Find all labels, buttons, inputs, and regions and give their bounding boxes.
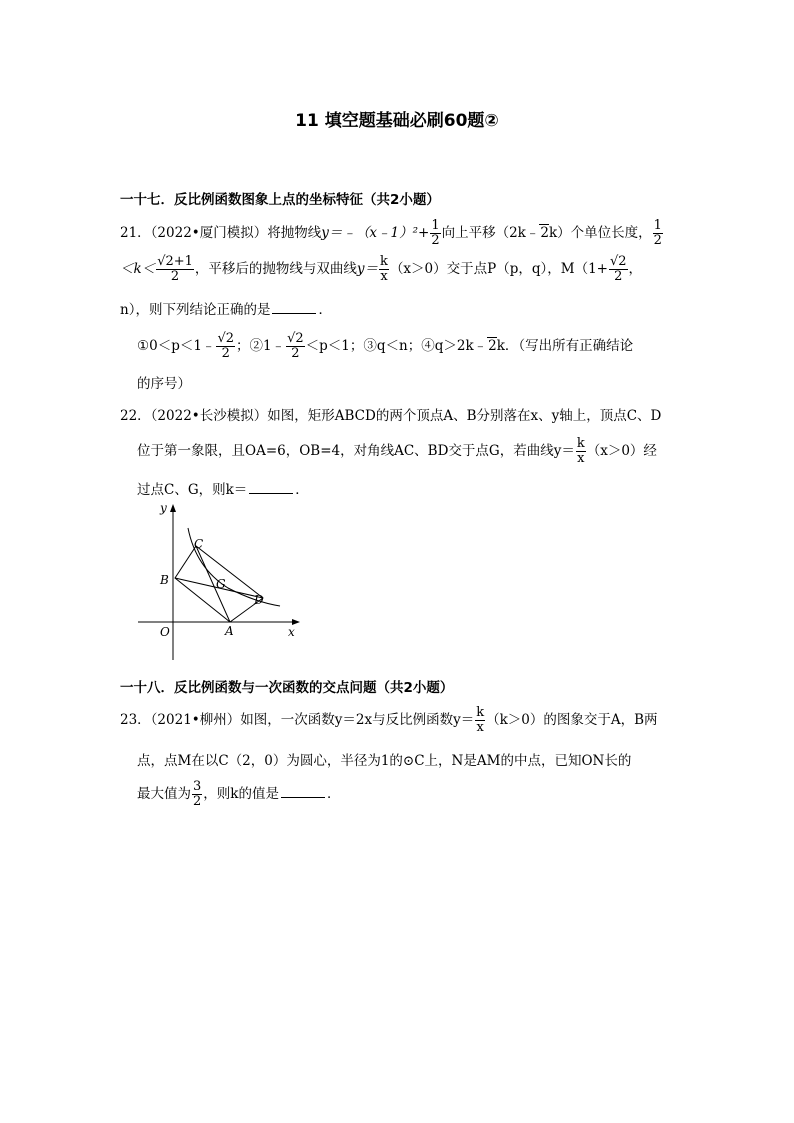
- q21-sqrt2: 2: [540, 225, 549, 241]
- q23-line3: 最大值为 $\frac{3}{2}$ ，则k的值是 ．: [137, 779, 341, 809]
- q22-figure: [130, 498, 310, 666]
- label-y: y: [160, 501, 167, 515]
- label-c: C: [194, 537, 204, 551]
- label-g: G: [216, 577, 226, 591]
- q21-option4: k．（写出所有正确结论: [496, 338, 634, 354]
- q22-line3: 过点C、G，则k＝ ．: [137, 482, 309, 498]
- q23-line2: 点，点M在以C（2，0）为圆心，半径为1的⊙C上，N是AM的中点，已知ON长的: [137, 753, 632, 769]
- section-heading-17: 一十七．反比例函数图象上点的坐标特征（共2小题）: [120, 192, 440, 208]
- label-b: B: [160, 573, 169, 587]
- q21-frac-k-x: $\frac{k}{x}$: [380, 254, 388, 284]
- page-title: 11 填空题基础必刷60题②: [295, 111, 499, 131]
- q21-option3: ＜p＜1；③q＜n；④q＞2k﹣: [305, 338, 488, 354]
- q23-frac-3-2: $\frac{3}{2}$: [193, 779, 202, 809]
- q22-text3: 过点C、G，则k＝: [137, 482, 248, 498]
- q21-line4: [137, 332, 633, 361]
- q21-text3: n），则下列结论正确的是: [120, 302, 271, 318]
- q21-text2-tail: （x＞0）交于点P（p，q），M（1+: [389, 261, 608, 277]
- q21-answer-blank[interactable]: [272, 301, 316, 314]
- q21-frac-half-2: $\frac{1}{2}$: [653, 218, 662, 248]
- q21-shift-end: k）个单位长度，: [548, 225, 652, 241]
- q21-option1: ①0＜p＜1﹣: [137, 338, 216, 354]
- q23-text1: 23．（2021•柳州）如图，一次函数y＝2x与反比例函数y＝: [120, 712, 475, 728]
- q21-shift: 向上平移（2k﹣: [441, 225, 540, 241]
- q22-text2-tail: （x＞0）经: [586, 443, 657, 459]
- q21-frac-sqrt2-a: $\frac{√2}{2}$: [217, 331, 234, 361]
- q23-text3: 最大值为: [137, 786, 191, 802]
- q21-line5: 的序号）: [137, 376, 191, 392]
- section-heading-18: 一十八．反比例函数与一次函数的交点问题（共2小题）: [120, 680, 454, 696]
- q22-line2: [137, 437, 657, 466]
- q22-frac-k-x: $\frac{k}{x}$: [576, 436, 585, 466]
- q23-frac-k-x: $\frac{k}{x}$: [476, 705, 485, 735]
- q23-line1: [120, 706, 658, 735]
- q23-text1-tail: （k＞0）的图象交于A，B两: [486, 712, 658, 728]
- q21-k-range: ＜k＜: [120, 261, 156, 277]
- q21-sqrt2-b: 2: [488, 338, 497, 354]
- label-x: x: [288, 625, 295, 639]
- q21-frac-half: $\frac{1}{2}$: [431, 218, 440, 248]
- q23-text3-tail: ，则k的值是: [203, 786, 279, 802]
- label-o: O: [160, 625, 170, 639]
- q21-parabola: y＝﹣（x﹣1）²+: [321, 225, 430, 241]
- q22-text2: 位于第一象限，且OA=6，OB=4，对角线AC、BD交于点G，若曲线y＝: [137, 443, 575, 459]
- q21-frac-sqrt2: $\frac{√2}{2}$: [609, 254, 627, 284]
- q21-prefix: 21．（2022•厦门模拟）将抛物线: [120, 225, 322, 241]
- label-a: A: [225, 624, 234, 638]
- q21-text2: ，平移后的抛物线与双曲线: [194, 261, 357, 277]
- q21-frac-sqrt2p1: $\frac{√2+1}{2}$: [157, 254, 193, 284]
- q21-hyperbola: y＝: [356, 261, 379, 277]
- q21-line1: [120, 219, 664, 248]
- q21-option2: ；②1﹣: [236, 338, 286, 354]
- q22-line1: 22．（2022•长沙模拟）如图，矩形ABCD的两个顶点A、B分别落在x、y轴上，顶点C、D: [120, 408, 662, 424]
- q22-answer-blank[interactable]: [249, 481, 293, 494]
- q23-answer-blank[interactable]: [281, 785, 325, 798]
- q21-frac-sqrt2-b: $\frac{√2}{2}$: [287, 331, 304, 361]
- q21-line3: n），则下列结论正确的是 ．: [120, 302, 332, 318]
- label-d: D: [254, 593, 264, 607]
- q21-line2: ＜k＜ $\frac{√2+1}{2}$ ，平移后的抛物线与双曲线y＝ $\frac{k}{x}$ （x＞0）交于点P（p，q），M（1+ $\frac{√2}{2}$ ，: [120, 254, 643, 284]
